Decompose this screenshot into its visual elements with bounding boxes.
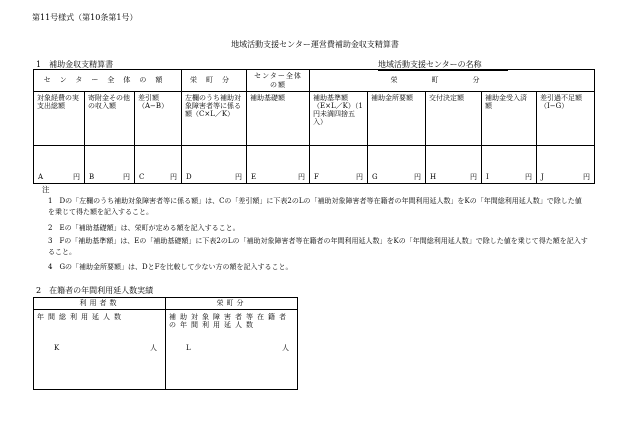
value-cell-i[interactable]: I 円 <box>482 146 537 184</box>
col-header-b: 寄附金その他の収入額 <box>85 92 135 146</box>
col-header-d: 左欄のうち補助対象障害者等に係る額（C×L／K） <box>182 92 247 146</box>
center-name-label: 地域活動支援センターの名称 <box>378 61 508 71</box>
note-3: 3 Fの「補助基準額」は、Eの「補助基礎額」に下表2のLの「補助対象障害者等在籍者の年間利用延人数」をKの「年間総利用延人数」で除した値を乗じて得た額を記入すること。 <box>48 237 588 257</box>
col-header-h: 交付決定額 <box>426 92 482 146</box>
section2-heading: 2 在籍者の年間利用延人数実績 <box>36 286 154 295</box>
value-cell-a[interactable]: A 円 <box>34 146 85 184</box>
usage-table <box>33 297 298 390</box>
value-cell-f[interactable]: F 円 <box>310 146 368 184</box>
value-cell-d[interactable]: D 円 <box>182 146 247 184</box>
group-center-whole-2: センター全体の額 <box>247 70 310 92</box>
group-center-whole: センター全体の額 <box>34 70 182 92</box>
col-header-e: 補助基礎額 <box>247 92 310 146</box>
usage-col-header-users: 利用者数 <box>34 298 166 310</box>
value-cell-b[interactable]: B 円 <box>85 146 135 184</box>
usage-col-header-town: 栄町分 <box>166 298 298 310</box>
col-header-a: 対象経費の実支出総額 <box>34 92 85 146</box>
usage-label-k: 年間総利用延人数 <box>37 313 125 321</box>
value-cell-h[interactable]: H 円 <box>426 146 482 184</box>
usage-label-l: 補助対象障害者等在籍者の年間利用延人数 <box>169 313 290 330</box>
col-header-g: 補助金所要額 <box>368 92 426 146</box>
settlement-table <box>33 69 595 184</box>
col-header-i: 補助金受入済額 <box>482 92 537 146</box>
col-header-j: 差引過不足額（I−G） <box>537 92 595 146</box>
note-1: 1 Dの「左欄のうち補助対象障害者等に係る額」は、Cの「差引額」に下表2のLの「補助対象障害者等在籍者の年間利用延人数」をKの「年間総利用延人数」で除した値を乗じて得た額を記入すること。 <box>48 197 582 217</box>
usage-cell-k[interactable]: 年間総利用延人数 K 人 <box>34 310 166 390</box>
value-cell-e[interactable]: E 円 <box>247 146 310 184</box>
group-town-1: 栄町分 <box>182 70 247 92</box>
usage-cell-l[interactable]: 補助対象障害者等在籍者の年間利用延人数 L 人 <box>166 310 298 390</box>
note-4: 4 Gの「補助金所要額」は、DとFを比較して少ない方の額を記入すること。 <box>48 263 293 271</box>
value-cell-g[interactable]: G 円 <box>368 146 426 184</box>
group-town-2: 栄町分 <box>310 70 595 92</box>
value-cell-j[interactable]: J 円 <box>537 146 595 184</box>
notes-heading: 注 <box>42 185 50 194</box>
note-2: 2 Eの「補助基礎額」は、栄町が定める額を記入すること。 <box>48 224 240 232</box>
col-header-c: 差引額（A−B） <box>135 92 182 146</box>
form-number: 第11号様式（第10条第1号） <box>32 13 138 22</box>
col-header-f: 補助基準額（E×L／K）（1円未満四捨五入） <box>310 92 368 146</box>
section1-heading: 1 補助金収支精算書 <box>36 60 114 69</box>
value-cell-c[interactable]: C 円 <box>135 146 182 184</box>
document-title: 地域活動支援センター運営費補助金収支精算書 <box>231 40 399 49</box>
